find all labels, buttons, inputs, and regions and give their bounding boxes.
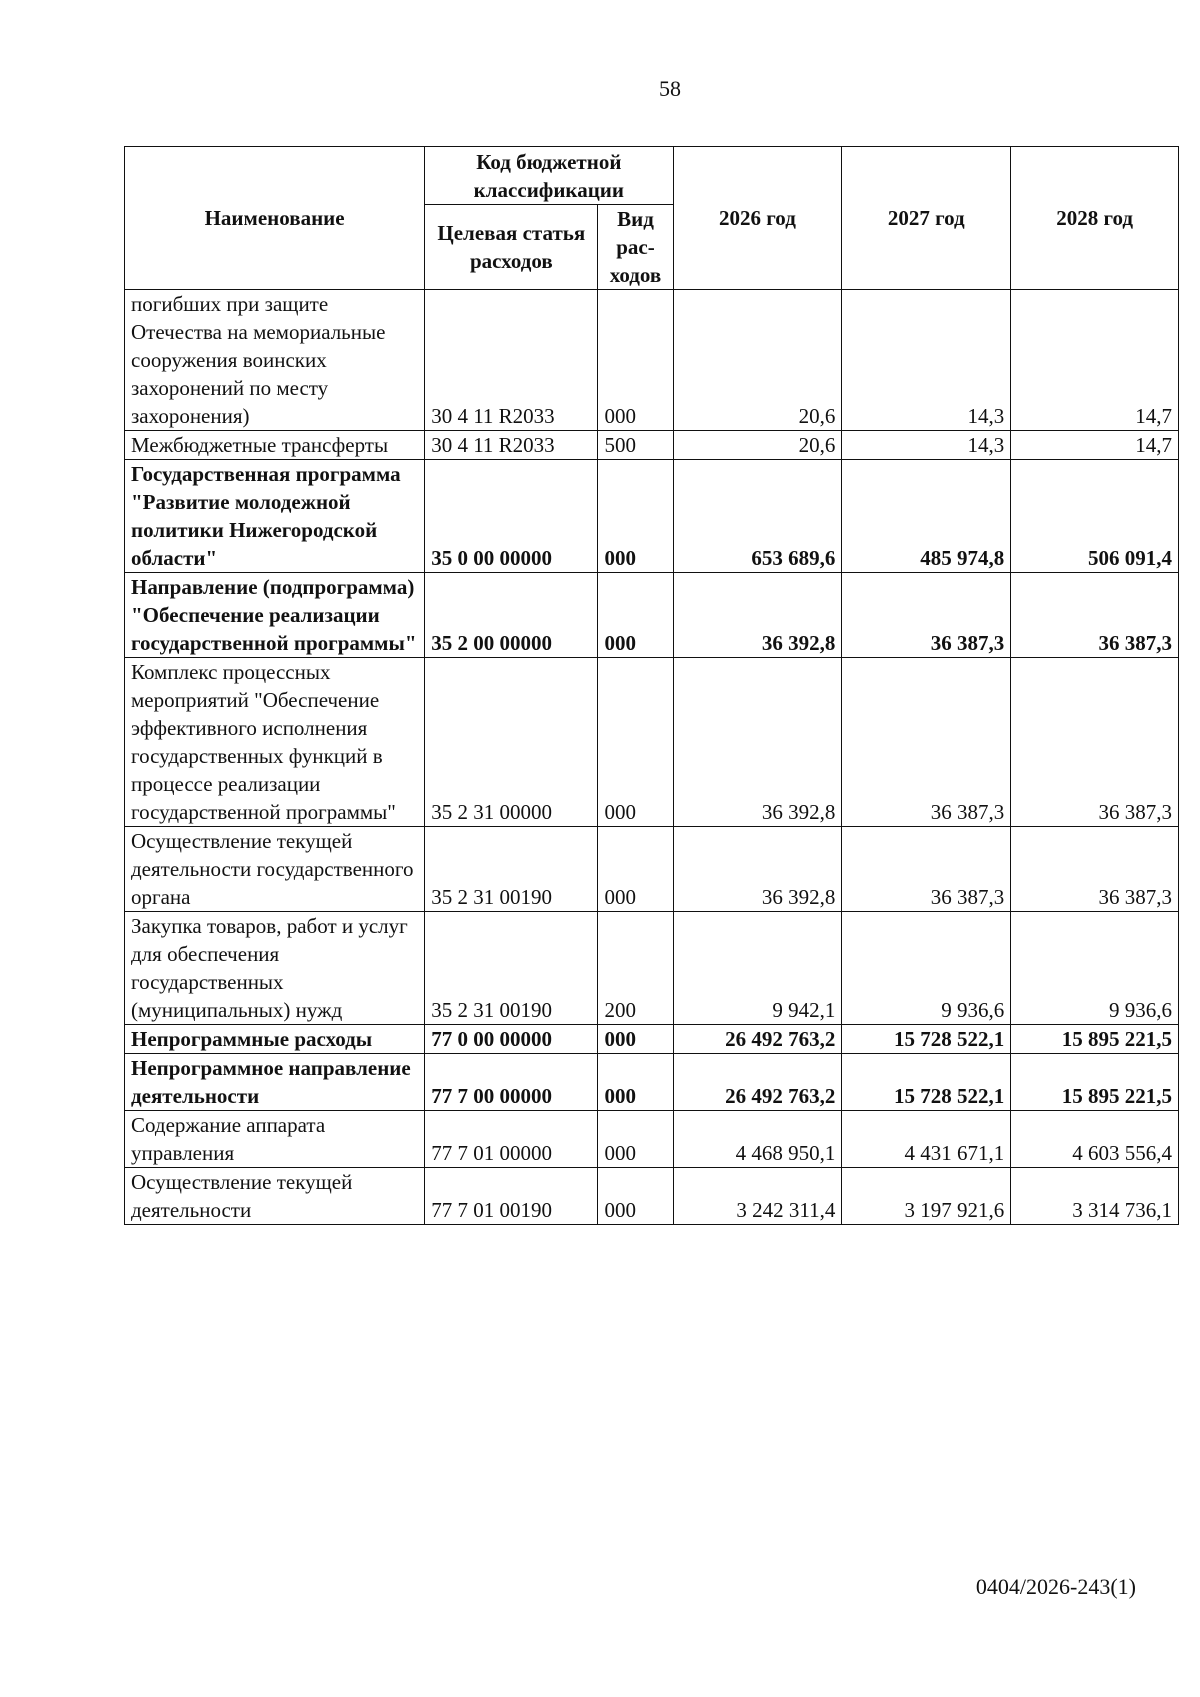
- row-name: Непрограммные расходы: [125, 1025, 425, 1054]
- row-value-2028: 4 603 556,4: [1011, 1111, 1179, 1168]
- row-name: Осуществление текущей деятельности государственного органа: [125, 827, 425, 912]
- table-header: [125, 147, 1179, 290]
- header-expense-type: Вид рас-ходов: [598, 205, 673, 290]
- row-value-2027: 36 387,3: [842, 827, 1011, 912]
- row-value-2027: 485 974,8: [842, 460, 1011, 573]
- row-expense-type: 000: [598, 1111, 673, 1168]
- row-target-article: 35 2 31 00190: [425, 827, 598, 912]
- header-year-2027: 2027 год: [842, 147, 1011, 290]
- row-target-article: 30 4 11 R2033: [425, 290, 598, 431]
- row-value-2026: 20,6: [673, 431, 842, 460]
- row-value-2026: 3 242 311,4: [673, 1168, 842, 1225]
- row-value-2027: 9 936,6: [842, 912, 1011, 1025]
- document-number: 0404/2026-243(1): [975, 1574, 1136, 1599]
- row-value-2028: 15 895 221,5: [1011, 1025, 1179, 1054]
- row-value-2027: 3 197 921,6: [842, 1168, 1011, 1225]
- row-expense-type: 200: [598, 912, 673, 1025]
- row-name: Направление (подпрограмма) "Обеспечение реализации государственной программы": [125, 573, 425, 658]
- row-value-2027: 14,3: [842, 290, 1011, 431]
- table-row: [125, 658, 1179, 827]
- row-expense-type: 000: [598, 1168, 673, 1225]
- budget-table: [124, 146, 1179, 1225]
- row-value-2026: 653 689,6: [673, 460, 842, 573]
- table-row: [125, 1054, 1179, 1111]
- row-target-article: 35 2 31 00000: [425, 658, 598, 827]
- row-value-2028: 506 091,4: [1011, 460, 1179, 573]
- row-value-2027: 15 728 522,1: [842, 1054, 1011, 1111]
- row-value-2026: 9 942,1: [673, 912, 842, 1025]
- header-name: Наименование: [125, 147, 425, 290]
- table-row: [125, 290, 1179, 431]
- table-row: [125, 912, 1179, 1025]
- row-value-2026: 20,6: [673, 290, 842, 431]
- row-target-article: 30 4 11 R2033: [425, 431, 598, 460]
- row-name: Закупка товаров, работ и услуг для обеспечения государственных (муниципальных) нужд: [125, 912, 425, 1025]
- row-target-article: 77 7 00 00000: [425, 1054, 598, 1111]
- row-expense-type: 000: [598, 290, 673, 431]
- row-expense-type: 000: [598, 460, 673, 573]
- row-expense-type: 000: [598, 827, 673, 912]
- table-row: [125, 1111, 1179, 1168]
- row-expense-type: 000: [598, 1025, 673, 1054]
- row-name: погибших при защите Отечества на мемориальные сооружения воинских захоронений по месту захоронения): [125, 290, 425, 431]
- header-target-article: Целевая статья расходов: [425, 205, 598, 290]
- row-target-article: 35 2 31 00190: [425, 912, 598, 1025]
- row-value-2028: 36 387,3: [1011, 573, 1179, 658]
- row-value-2027: 36 387,3: [842, 658, 1011, 827]
- row-value-2026: 36 392,8: [673, 573, 842, 658]
- header-year-2026: 2026 год: [673, 147, 842, 290]
- row-name: Содержание аппарата управления: [125, 1111, 425, 1168]
- row-target-article: 77 0 00 00000: [425, 1025, 598, 1054]
- row-name: Осуществление текущей деятельности: [125, 1168, 425, 1225]
- row-value-2027: 14,3: [842, 431, 1011, 460]
- row-value-2026: 36 392,8: [673, 827, 842, 912]
- row-value-2027: 4 431 671,1: [842, 1111, 1011, 1168]
- row-value-2028: 14,7: [1011, 290, 1179, 431]
- header-code-group: Код бюджетной классификации: [425, 147, 673, 205]
- row-value-2026: 26 492 763,2: [673, 1054, 842, 1111]
- table-row: [125, 1168, 1179, 1225]
- row-value-2026: 36 392,8: [673, 658, 842, 827]
- row-target-article: 35 0 00 00000: [425, 460, 598, 573]
- row-value-2026: 4 468 950,1: [673, 1111, 842, 1168]
- row-value-2028: 14,7: [1011, 431, 1179, 460]
- page-number: 58: [659, 76, 681, 101]
- table-row: [125, 431, 1179, 460]
- table-body: [125, 290, 1179, 1225]
- row-expense-type: 000: [598, 1054, 673, 1111]
- row-expense-type: 500: [598, 431, 673, 460]
- row-target-article: 35 2 00 00000: [425, 573, 598, 658]
- row-name: Государственная программа "Развитие молодежной политики Нижегородской области": [125, 460, 425, 573]
- row-value-2028: 36 387,3: [1011, 827, 1179, 912]
- row-name: Комплекс процессных мероприятий "Обеспечение эффективного исполнения государственных функций в процессе реализации государственной программы": [125, 658, 425, 827]
- row-name: Непрограммное направление деятельности: [125, 1054, 425, 1111]
- row-value-2028: 9 936,6: [1011, 912, 1179, 1025]
- row-expense-type: 000: [598, 573, 673, 658]
- row-value-2028: 36 387,3: [1011, 658, 1179, 827]
- row-value-2027: 36 387,3: [842, 573, 1011, 658]
- row-target-article: 77 7 01 00000: [425, 1111, 598, 1168]
- table-row: [125, 460, 1179, 573]
- row-expense-type: 000: [598, 658, 673, 827]
- row-name: Межбюджетные трансферты: [125, 431, 425, 460]
- table-row: [125, 827, 1179, 912]
- header-year-2028: 2028 год: [1011, 147, 1179, 290]
- row-value-2028: 15 895 221,5: [1011, 1054, 1179, 1111]
- table-row: [125, 573, 1179, 658]
- table-row: [125, 1025, 1179, 1054]
- row-target-article: 77 7 01 00190: [425, 1168, 598, 1225]
- row-value-2026: 26 492 763,2: [673, 1025, 842, 1054]
- row-value-2027: 15 728 522,1: [842, 1025, 1011, 1054]
- row-value-2028: 3 314 736,1: [1011, 1168, 1179, 1225]
